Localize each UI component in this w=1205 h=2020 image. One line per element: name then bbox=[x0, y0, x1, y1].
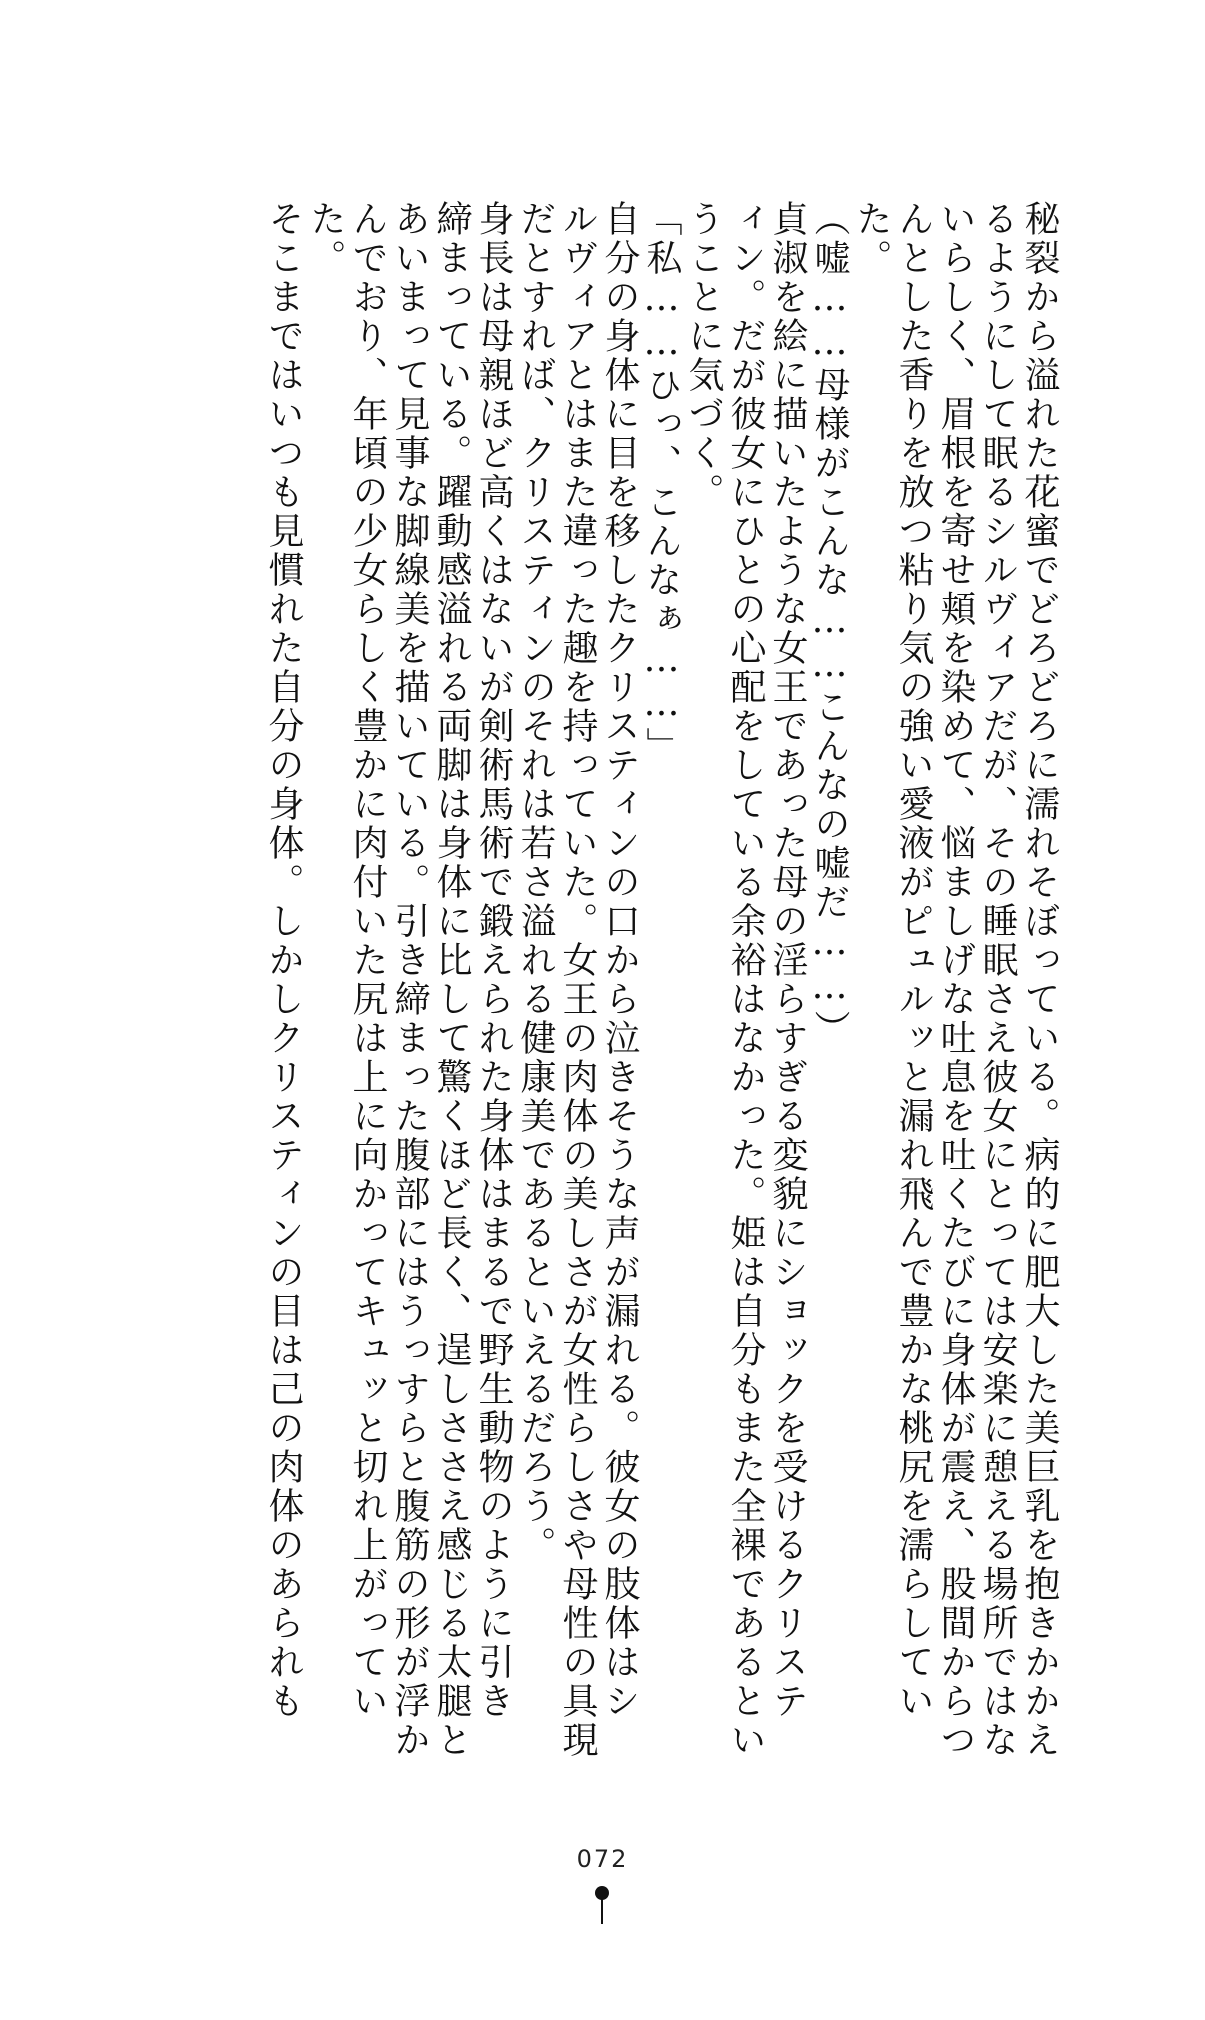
text-line: 秘裂から溢れた花蜜でどろどろに濡れそぼっている。病的に肥大した美巨乳を抱きかかえ bbox=[1019, 200, 1060, 1760]
text-line: 自分の身体に目を移したクリスティンの口から泣きそうな声が漏れる。彼女の肢体はシ bbox=[599, 200, 640, 1721]
text-line: ルヴィアとはまた違った趣を持っていた。女王の肉体の美しさが女性らしさや母性の具現 bbox=[557, 200, 598, 1760]
text-line: そこまではいつも見慣れた自分の身体。しかしクリスティンの目は己の肉体のあられも bbox=[263, 200, 304, 1721]
text-line: 身長は母親ほど高くはないが剣術馬術で鍛えられた身体はまるで野生動物のように引き bbox=[473, 200, 514, 1721]
text-line: 「私……ひっ、こんなぁ……」 bbox=[641, 200, 682, 766]
text-line: ィン。だが彼女にひとの心配をしている余裕はなかった。姫は自分もまた全裸であるとい bbox=[725, 200, 766, 1760]
text-line: 締まっている。躍動感溢れる両脚は身体に比して驚くほど長く、逞しささえ感じる太腿と bbox=[431, 200, 472, 1760]
text-line: あいまって見事な脚線美を描いている。引き締まった腹部にはうっすらと腹筋の形が浮か bbox=[389, 200, 430, 1760]
text-line: だとすれば、クリスティンのそれは若さ溢れる健康美であるといえるだろう。 bbox=[515, 200, 556, 1565]
text-line: んでおり、年頃の少女らしく豊かに肉付いた尻は上に向かってキュッと切れ上がっていた。 bbox=[305, 200, 388, 1721]
text-line: うことに気づく。 bbox=[683, 200, 724, 512]
vertical-text-block bbox=[140, 200, 1060, 1760]
text-line: んとした香りを放つ粘り気の強い愛液がピュルッと漏れ飛んで豊かな桃尻を濡らしていた。 bbox=[851, 200, 934, 1721]
text-line: 貞淑を絵に描いたような女王であった母の淫らすぎる変貌にショックを受けるクリステ bbox=[767, 200, 808, 1721]
text-line: （嘘……母様がこんな……こんなの嘘だ……） bbox=[809, 200, 850, 1049]
page-marker-icon bbox=[593, 1886, 611, 1926]
text-line: いらしく、眉根を寄せ頬を染めて、悩ましげな吐息を吐くたびに身体が震え、股間からつ bbox=[935, 200, 976, 1760]
text-line: るようにして眠るシルヴィアだが、その睡眠さえ彼女にとっては安楽に憩える場所ではな bbox=[977, 200, 1018, 1760]
page-number: 072 bbox=[576, 1845, 629, 1873]
marker-stem bbox=[601, 1898, 603, 1924]
